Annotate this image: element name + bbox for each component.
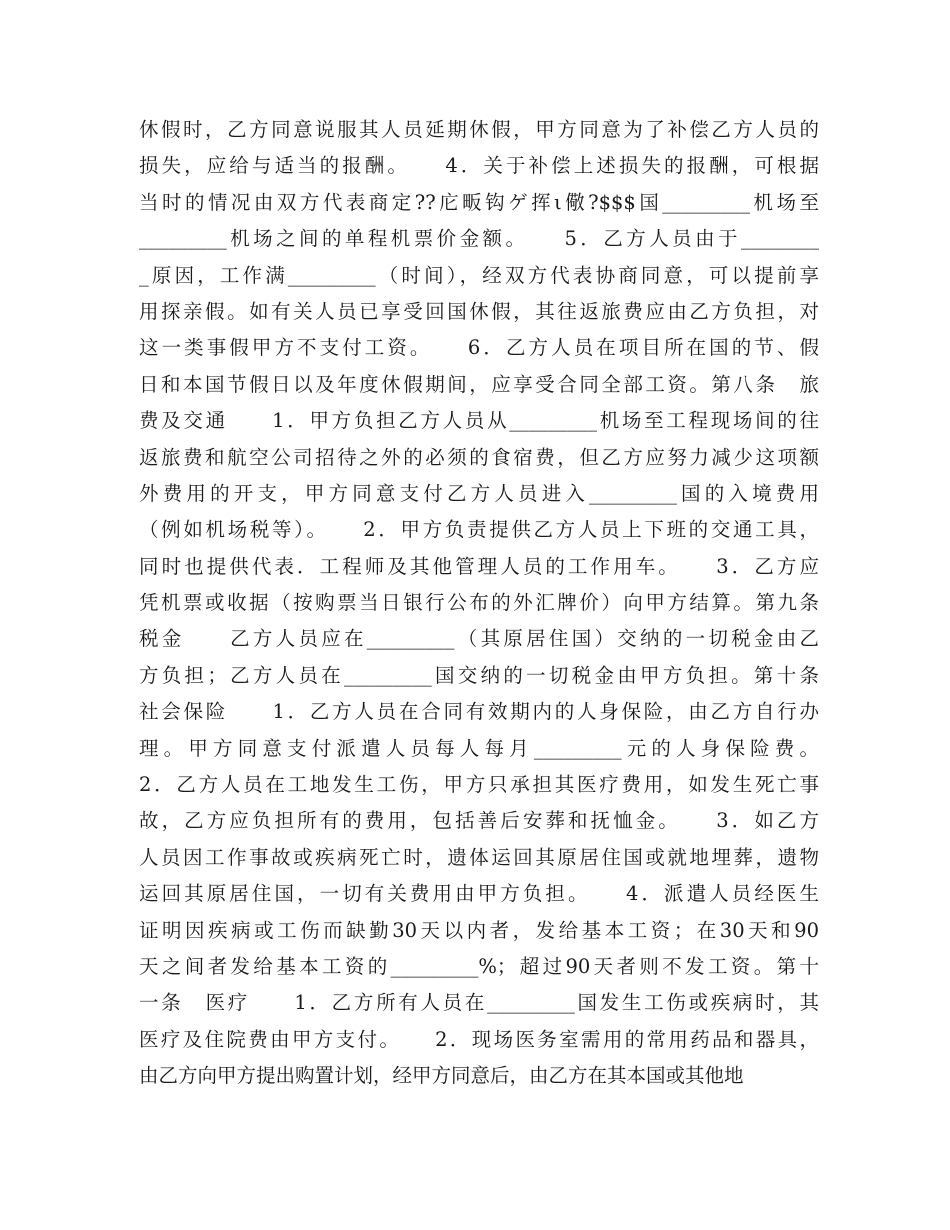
text-line: 天之间者发给基本工资的_________%；超过90天者则不发工资。第十 (139, 954, 819, 978)
text-line: 理。甲方同意支付派遣人员每人每月_________元的人身保险费。 (139, 736, 819, 760)
text-line: 凭机票或收据（按购票当日银行公布的外汇牌价）向甲方结算。第九条 (139, 591, 819, 615)
text-line: 证明因疾病或工伤而缺勤30天以内者，发给基本工资；在30天和90 (139, 918, 819, 942)
text-line: _________机场之间的单程机票价金额。 5．乙方人员由于________ (139, 227, 819, 251)
text-line: 社会保险 1．乙方人员在合同有效期内的人身保险，由乙方自行办 (139, 700, 819, 724)
text-line: 2．乙方人员在工地发生工伤，甲方只承担其医疗费用，如发生死亡事 (139, 773, 819, 797)
text-line: 税金 乙方人员应在_________（其原居住国）交纳的一切税金由乙 (139, 627, 819, 651)
text-line: 同时也提供代表．工程师及其他管理人员的工作用车。 3．乙方应 (139, 554, 819, 578)
text-line: 人员因工作事故或疾病死亡时，遗体运回其原居住国或就地埋葬，遗物 (139, 845, 819, 869)
text-line: _原因，工作满_________（时间），经双方代表协商同意，可以提前享 (139, 263, 819, 287)
text-line: 损失，应给与适当的报酬。 4．关于补偿上述损失的报酬，可根据 (139, 154, 819, 178)
text-line: 一条 医疗 1．乙方所有人员在_________国发生工伤或疾病时，其 (139, 991, 819, 1015)
text-line: 这一类事假甲方不支付工资。 6．乙方人员在项目所在国的节、假 (139, 336, 819, 360)
text-line: 日和本国节假日以及年度休假期间，应享受合同全部工资。第八条 旅 (139, 372, 819, 396)
text-line: 返旅费和航空公司招待之外的必须的食宿费，但乙方应努力减少这项额 (139, 445, 819, 469)
contract-text-body (139, 112, 819, 1095)
text-line: 外费用的开支，甲方同意支付乙方人员进入_________国的入境费用 (139, 481, 819, 505)
text-line: 当时的情况由双方代表商定??庀畈钩ゲ挥ι儆?$$$国_________机场至 (139, 190, 819, 214)
text-line: 费及交通 1．甲方负担乙方人员从_________机场至工程现场间的往 (139, 409, 819, 433)
text-line: 休假时，乙方同意说服其人员延期休假，甲方同意为了补偿乙方人员的 (139, 118, 819, 141)
text-line: （例如机场税等）。 2．甲方负责提供乙方人员上下班的交通工具， (139, 518, 819, 542)
text-line: 运回其原居住国，一切有关费用由甲方负担。 4．派遣人员经医生 (139, 882, 819, 906)
text-line: 故，乙方应负担所有的费用，包括善后安葬和抚恤金。 3．如乙方 (139, 809, 819, 833)
text-line: 由乙方向甲方提出购置计划，经甲方同意后，由乙方在其本国或其他地 (139, 1064, 744, 1088)
text-line: 用探亲假。如有关人员已享受回国休假，其往返旅费应由乙方负担，对 (139, 299, 819, 323)
text-line: 医疗及住院费由甲方支付。 2．现场医务室需用的常用药品和器具， (139, 1027, 819, 1051)
text-line: 方负担；乙方人员在_________国交纳的一切税金由甲方负担。第十条 (139, 663, 819, 687)
